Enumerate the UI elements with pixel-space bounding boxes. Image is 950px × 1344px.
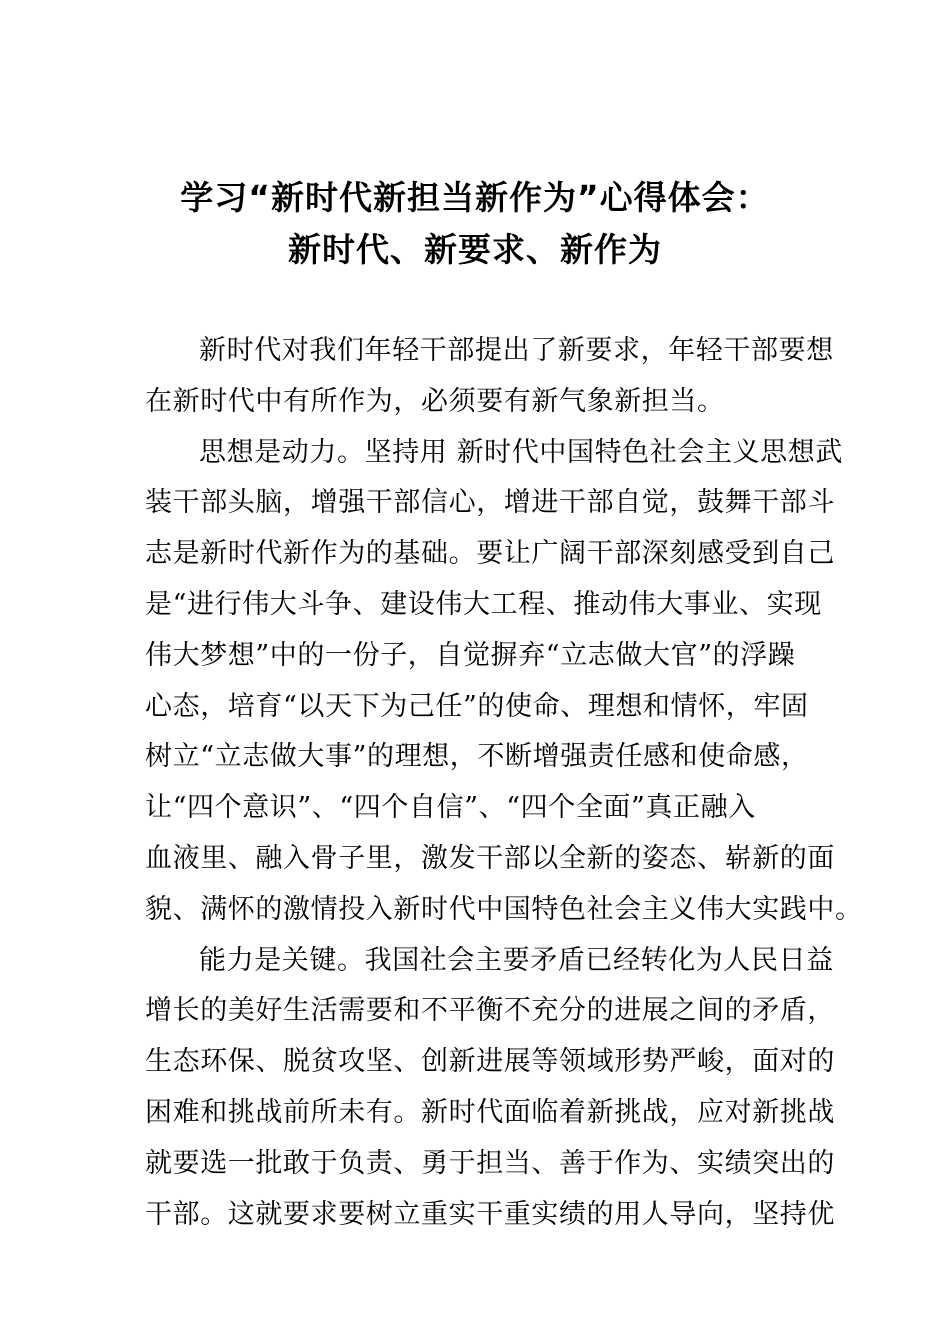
- paragraph-2-line-3: 志是新时代新作为的基础。要让广阔干部深刻感受到自己: [145, 538, 835, 570]
- title-line-2: 新时代、新要求、新作为: [288, 230, 662, 269]
- paragraph-2-line-4: 是“进行伟大斗争、建设伟大工程、推动伟大事业、实现: [145, 588, 822, 620]
- paragraph-2-line-7: 树立“立志做大事”的理想，不断增强责任感和使命感，: [145, 741, 809, 773]
- paragraph-2-line-1: 思想是动力。坚持用 新时代中国特色社会主义思想武: [199, 436, 843, 468]
- paragraph-3-line-6: 干部。这就要求要树立重实干重实绩的用人导向，坚持优: [145, 1198, 835, 1230]
- title-line-1: 学习“新时代新担当新作为”心得体会：: [180, 178, 770, 217]
- paragraph-2-line-9: 血液里、融入骨子里，激发干部以全新的姿态、崭新的面: [145, 842, 835, 874]
- paragraph-2-line-5: 伟大梦想”中的一份子，自觉摒弃“立志做大官”的浮躁: [145, 639, 796, 671]
- paragraph-2-line-8: 让“四个意识”、“四个自信”、“四个全面”真正融入: [145, 792, 756, 824]
- paragraph-3-line-5: 就要选一批敢于负责、勇于担当、善于作为、实绩突出的: [145, 1147, 835, 1179]
- paragraph-3-line-4: 困难和挑战前所未有。新时代面临着新挑战，应对新挑战: [145, 1096, 835, 1128]
- paragraph-3-line-1: 能力是关键。我国社会主要矛盾已经转化为人民日益: [199, 944, 834, 976]
- paragraph-2-line-2: 装干部头脑，增强干部信心，增进干部自觉，鼓舞干部斗: [145, 487, 835, 519]
- document-body: [145, 326, 863, 1240]
- paragraph-2-line-6: 心态，培育“以天下为己任”的使命、理想和情怀，牢固: [145, 690, 809, 722]
- paragraph-3-line-2: 增长的美好生活需要和不平衡不充分的进展之间的矛盾，: [145, 995, 835, 1027]
- paragraph-1-line-2: 在新时代中有所作为，必须要有新气象新担当。: [145, 385, 725, 417]
- paragraph-1-line-1: 新时代对我们年轻干部提出了新要求，年轻干部要想: [199, 335, 834, 366]
- document-title: [100, 172, 850, 276]
- paragraph-2-line-10: 貌、满怀的激情投入新时代中国特色社会主义伟大实践中。: [145, 893, 863, 925]
- paragraph-3-line-3: 生态环保、脱贫攻坚、创新进展等领域形势严峻，面对的: [145, 1046, 835, 1078]
